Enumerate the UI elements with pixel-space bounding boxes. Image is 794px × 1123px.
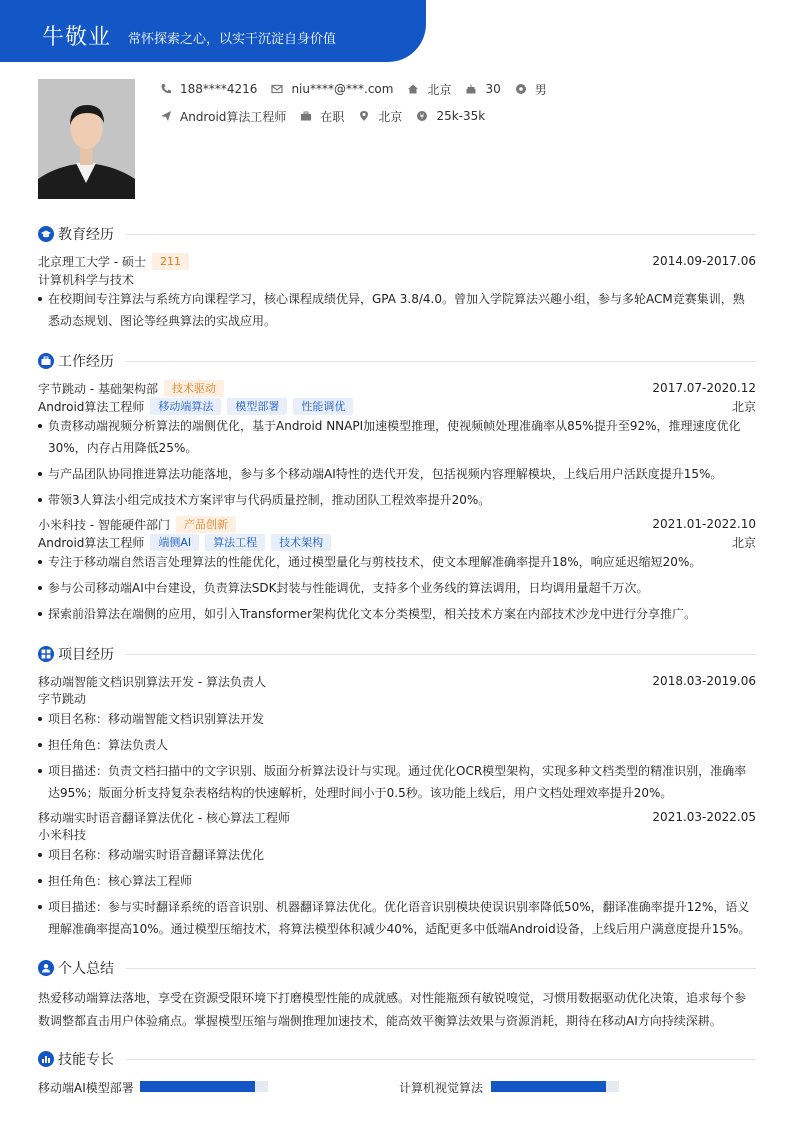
project-1-bullet: 项目名称：移动端智能文档识别算法开发 [38,708,756,730]
gender-text: 男 [534,82,547,97]
user-icon [38,960,54,976]
job-2-skill-tag: 算法工程 [205,534,265,551]
section-education-title: 教育经历 [58,227,114,243]
job-1-role-row [38,397,756,415]
job-2-skill-tag: 技术架构 [271,534,331,551]
job-1-role: Android算法工程师 [38,399,145,414]
section-work [38,351,756,371]
project-2-bullet: 项目描述：参与实时翻译系统的语音识别、机器翻译算法优化。优化语音识别模块使误识别率降低50%，翻译准确率提升12%，语义理解准确率提高10%。通过模型压缩技术，将算法模型体积减少40%，适配更多中低端Android设备，上线后用户满意度提升15%。 [38,896,756,940]
home-icon [407,83,419,95]
job-1-bullet: 带领3人算法小组完成技术方案评审与代码质量控制，推动团队工程效率提升20%。 [38,489,756,511]
job-2-tag: 产品创新 [176,516,236,533]
section-skills-title: 技能专长 [58,1052,114,1068]
skill-name: 移动端AI模型部署 [38,1080,134,1095]
cake-icon [465,83,477,95]
school-line: 北京理工大学 - 硕士 [38,254,146,269]
skill-bar-fill [140,1081,255,1092]
summary-text: 热爱移动端算法落地，享受在资源受限环境下打磨模型性能的成就感。对性能瓶颈有敏锐嗅觉，习惯用数据驱动优化决策，追求每个参数调整都直击用户体验痛点。掌握模型压缩与端侧推理加速技术，能高效平衡算法效果与资源消耗，期待在移动AI方向持续深耕。 [38,991,747,1028]
job-2-bullet: 参与公司移动端AI中台建设，负责算法SDK封装与性能调优，支持多个业务线的算法调用，日均调用量超千万次。 [38,577,756,599]
section-divider [126,654,756,655]
info-status [300,108,344,125]
job-1-date: 2017.07-2020.12 [652,381,756,395]
location-icon [358,110,370,122]
project-2-row [38,808,756,826]
svg-text:¥: ¥ [420,112,425,121]
job-2-company: 小米科技 - 智能硬件部门 [38,517,170,532]
status-text: 在职 [320,109,345,124]
skill-bar [140,1081,268,1092]
info-home [407,81,451,98]
candidate-slogan: 常怀探索之心，以实干沉淀自身价值 [128,32,337,47]
project-2-bullet: 项目名称：移动端实时语音翻译算法优化 [38,844,756,866]
info-age [465,82,500,96]
job-2-role-row [38,533,756,551]
education-bullet: 在校期间专注算法与系统方向课程学习，核心课程成绩优异，GPA 3.8/4.0。曾加入学院算法兴趣小组，参与多轮ACM竞赛集训，熟悉动态规划、图论等经典算法的实战应用。 [38,288,756,332]
phone-text: 188****4216 [180,82,258,96]
section-summary-title: 个人总结 [58,961,114,977]
project-2-title: 移动端实时语音翻译算法优化 - 核心算法工程师 [38,810,290,825]
grid-icon [38,646,54,662]
project-1-bullet: 项目描述：负责文档扫描中的文字识别、版面分析算法设计与实现。通过优化OCR模型架构，实现多种文档类型的精准识别，准确率达95%；版面分析支持复杂表格结构的快速解析，处理时间小于0.5秒。该功能上线后，用户文档处理效率提升20%。 [38,760,756,804]
briefcase-section-icon [38,353,54,369]
job-1-tag: 技术驱动 [164,380,224,397]
section-education [38,224,756,244]
home-text: 北京 [427,82,452,97]
send-icon [160,110,172,122]
education-major: 计算机科学与技术 [38,273,135,287]
city-text: 北京 [378,109,403,124]
salary-text: 25k-35k [436,109,486,123]
section-skills [38,1049,756,1069]
job-1-city: 北京 [731,399,756,414]
info-gender [515,81,547,98]
project-2-bullet: 担任角色：核心算法工程师 [38,870,756,892]
job-2-role: Android算法工程师 [38,535,145,550]
skill-bar [491,1081,619,1092]
graduation-cap-icon [38,226,54,242]
phone-icon [160,83,172,95]
position-text: Android算法工程师 [180,109,287,124]
job-2-bullet: 专注于移动端自然语言处理算法的性能优化，通过模型量化与剪枝技术，使文本理解准确率提升18%，响应延迟缩短20%。 [38,551,756,573]
gender-icon [515,83,527,95]
job-2-skill-tag: 端侧AI [150,534,199,551]
section-divider [126,361,756,362]
job-1-bullet: 与产品团队协同推进算法功能落地，参与多个移动端AI特性的迭代开发，包括视频内容理解模块，上线后用户活跃度提升15%。 [38,463,756,485]
section-divider [126,1059,756,1060]
bar-chart-icon [38,1051,54,1067]
info-city [358,108,402,125]
section-projects [38,644,756,664]
job-2-bullet: 探索前沿算法在端侧的应用，如引入Transformer架构优化文本分类模型，相关技术方案在内部技术沙龙中进行分享推广。 [38,603,756,625]
mail-icon [271,83,283,95]
job-2-date: 2021.01-2022.10 [652,517,756,531]
project-2-company: 小米科技 [38,828,87,842]
section-divider [126,968,756,969]
section-work-title: 工作经历 [58,354,114,370]
avatar-photo [38,79,135,199]
info-email [271,82,393,96]
school-tag: 211 [152,253,189,270]
project-1-title: 移动端智能文档识别算法开发 - 算法负责人 [38,674,266,689]
job-1-skill-tag: 移动端算法 [150,398,221,415]
project-1-company: 字节跳动 [38,692,87,706]
job-2-row [38,515,756,533]
education-date: 2014.09-2017.06 [652,254,756,268]
candidate-name: 牛敬业 [42,25,112,50]
age-text: 30 [485,82,501,96]
info-row-2 [160,107,499,125]
money-icon [416,110,428,122]
job-1-company: 字节跳动 - 基础架构部 [38,381,158,396]
info-salary [416,109,485,123]
job-1-skill-tag: 性能调优 [293,398,353,415]
info-row-1 [160,80,561,98]
job-1-bullet: 负责移动端视频分析算法的端侧优化，基于Android NNAPI加速模型推理，使视频帧处理准确率从85%提升至92%，推理速度优化30%，内存占用降低25%。 [38,415,756,459]
briefcase-icon [300,110,312,122]
section-projects-title: 项目经历 [58,647,114,663]
section-summary [38,958,756,978]
job-1-skill-tag: 模型部署 [227,398,287,415]
email-text: niu****@***.com [291,82,394,96]
education-row [38,252,756,270]
project-1-bullet: 担任角色：算法负责人 [38,734,756,756]
skill-item [399,1079,483,1095]
project-2-date: 2021.03-2022.05 [652,810,756,824]
skill-name: 计算机视觉算法 [399,1080,484,1095]
job-1-row [38,379,756,397]
skill-item [38,1079,134,1095]
project-1-row [38,672,756,690]
info-phone [160,82,257,96]
info-position [160,108,286,125]
project-1-date: 2018.03-2019.06 [652,674,756,688]
section-divider [126,234,756,235]
job-2-city: 北京 [731,535,756,550]
skill-bar-fill [491,1081,606,1092]
